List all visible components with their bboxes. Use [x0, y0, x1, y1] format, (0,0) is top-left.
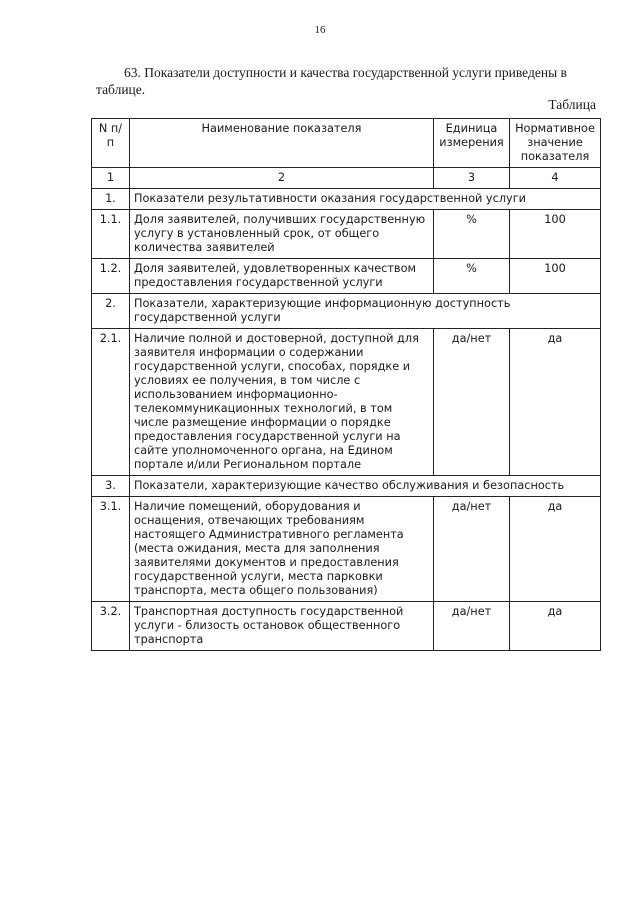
indicator-unit: %	[434, 259, 510, 294]
table-header-row	[92, 119, 601, 168]
section-title: Показатели, характеризующие качество обслуживания и безопасность	[130, 476, 601, 497]
indicator-norm: 100	[510, 210, 601, 259]
indicator-norm: да	[510, 497, 601, 602]
indicator-unit: да/нет	[434, 497, 510, 602]
indicator-unit: да/нет	[434, 602, 510, 651]
table-row	[92, 329, 601, 476]
indicator-name: Доля заявителей, удовлетворенных качеством предоставления государственной услуги	[130, 259, 434, 294]
row-num: 3.1.	[92, 497, 130, 602]
indicator-norm: да	[510, 329, 601, 476]
header-name: Наименование показателя	[130, 119, 434, 168]
intro-paragraph: 63. Показатели доступности и качества государственной услуги приведены в таблице.	[96, 65, 567, 97]
section-title: Показатели результативности оказания государственной услуги	[130, 189, 601, 210]
indicator-name: Наличие полной и достоверной, доступной для заявителя информации о содержании государственной услуги, способах, порядке и условиях ее получения, в том числе с использованием информационно-телекоммуникационных технологий, в том числе размещение информации о порядке предоставления государственной услуги на сайте уполномоченного органа, на Едином портале и/или Региональном портале	[130, 329, 434, 476]
section-row	[92, 294, 601, 329]
section-row	[92, 476, 601, 497]
index-cell: 2	[130, 168, 434, 189]
indicator-name: Наличие помещений, оборудования и оснащения, отвечающих требованиям настоящего Административного регламента (места ожидания, места для заполнения заявителями документов и предоставления государственной услуги, места парковки транспорта, места общего пользования)	[130, 497, 434, 602]
header-num: N п/п	[92, 119, 130, 168]
index-cell: 1	[92, 168, 130, 189]
row-num: 1.1.	[92, 210, 130, 259]
indicator-norm: да	[510, 602, 601, 651]
row-num: 2.1.	[92, 329, 130, 476]
row-num: 1.	[92, 189, 130, 210]
page-number: 16	[314, 24, 326, 36]
indicator-name: Доля заявителей, получивших государственную услугу в установленный срок, от общего количества заявителей	[130, 210, 434, 259]
table-index-row	[92, 168, 601, 189]
indicator-name: Транспортная доступность государственной услуги - близость остановок общественного транспорта	[130, 602, 434, 651]
table-caption: Таблица	[548, 97, 596, 112]
table-row	[92, 497, 601, 602]
indicators-table	[91, 118, 601, 651]
row-num: 2.	[92, 294, 130, 329]
row-num: 3.2.	[92, 602, 130, 651]
indicator-unit: да/нет	[434, 329, 510, 476]
header-norm: Нормативное значение показателя	[510, 119, 601, 168]
indicator-unit: %	[434, 210, 510, 259]
index-cell: 3	[434, 168, 510, 189]
row-num: 1.2.	[92, 259, 130, 294]
table-row	[92, 259, 601, 294]
indicator-norm: 100	[510, 259, 601, 294]
section-title: Показатели, характеризующие информационную доступность государственной услуги	[130, 294, 601, 329]
section-row	[92, 189, 601, 210]
table-row	[92, 210, 601, 259]
table-row	[92, 602, 601, 651]
index-cell: 4	[510, 168, 601, 189]
row-num: 3.	[92, 476, 130, 497]
header-unit: Единица измерения	[434, 119, 510, 168]
